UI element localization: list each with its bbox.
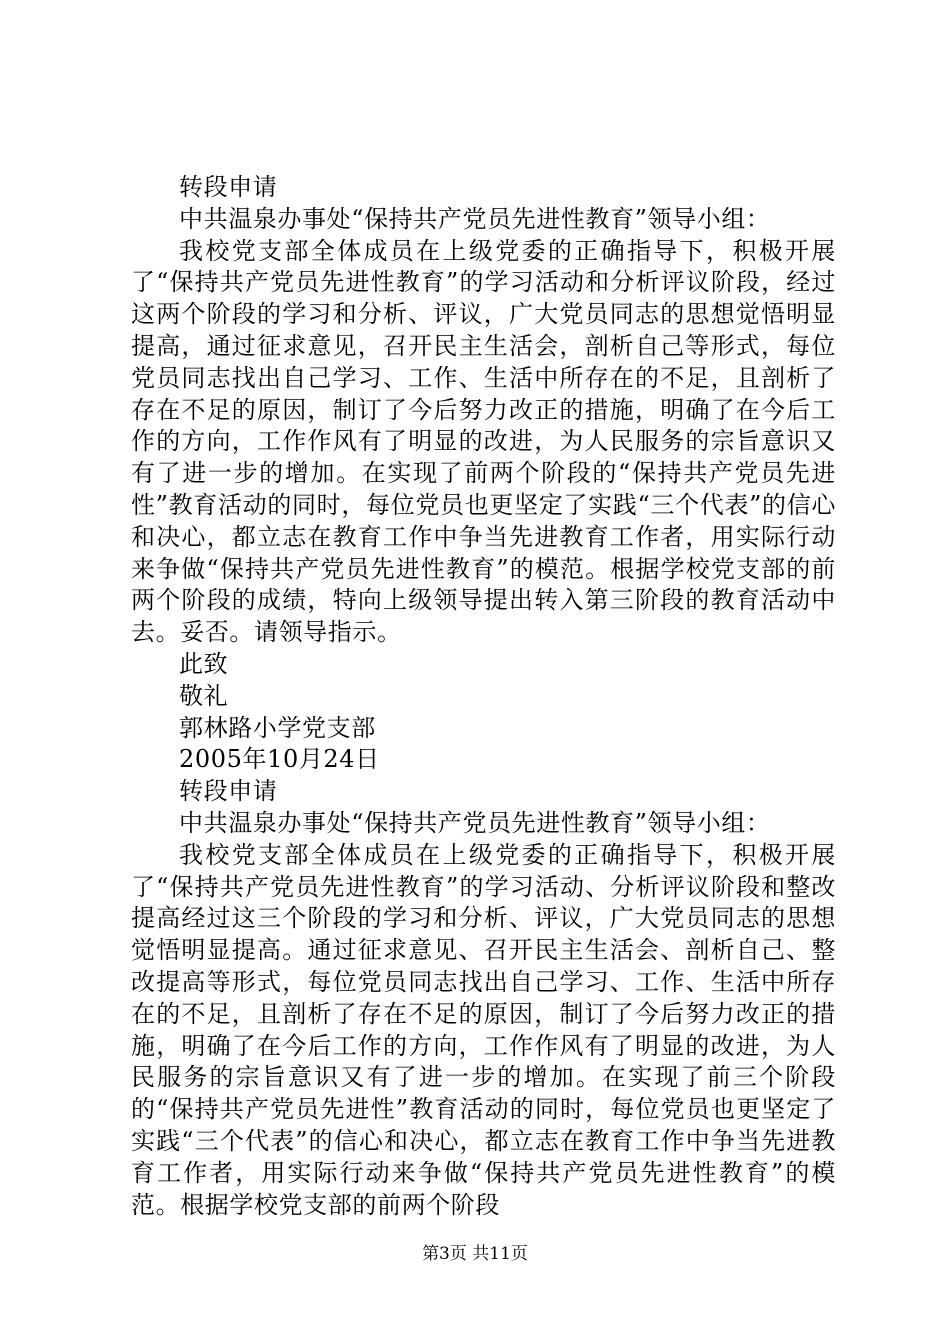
document-body — [131, 172, 836, 1221]
page-number-footer: 第3页 共11页 — [422, 1244, 528, 1264]
section1-signature: 郭林路小学党支部 — [179, 713, 376, 742]
section1-title: 转段申请 — [179, 173, 278, 201]
section1-closing-jingli: 敬礼 — [179, 681, 229, 710]
section2-salutation: 中共温泉办事处“保持共产党员先进性教育”领导小组： — [179, 808, 771, 837]
section2-title: 转段申请 — [179, 777, 278, 806]
section1-date: 2005年10月24日 — [179, 745, 380, 774]
section1-body: 我校党支部全体成员在上级党委的正确指导下，积极开展了“保持共产党员先进性教育”的学习活动和分析评议阶段，经过这两个阶段的学习和分析、评议，广大党员同志的思想觉悟明显提高，通过征求意见，召开民主生活会，剖析自己等形式，每位党员同志找出自己学习、工作、生活中所存在的不足，且剖析了存在不足的原因，制订了今后努力改正的措施，明确了在今后工作的方向，工作作风有了明显的改进，为人民服务的宗旨意识又有了进一步的增加。在实现了前两个阶段的“保持共产党员先进性”教育活动的同时，每位党员也更坚定了实践“三个代表”的信心和决心，都立志在教育工作中争当先进教育工作者，用实际行动来争做“保持共产党员先进性教育”的模范。根据学校党支部的前两个阶段的成绩，特向上级领导提出转入第三阶段的教育活动中去。妥否。请领导指示。 — [131, 236, 836, 647]
section1-closing-cizhi: 此致 — [179, 649, 229, 678]
section1-salutation: 中共温泉办事处“保持共产党员先进性教育”领导小组： — [179, 204, 771, 233]
section2-body: 我校党支部全体成员在上级党委的正确指导下，积极开展了“保持共产党员先进性教育”的学习活动、分析评议阶段和整改提高经过这三个阶段的学习和分析、评议，广大党员同志的思想觉悟明显提高。通过征求意见、召开民主生活会、剖析自己、整改提高等形式，每位党员同志找出自己学习、工作、生活中所存在的不足，且剖析了存在不足的原因，制订了今后努力改正的措施，明确了在今后工作的方向，工作作风有了明显的改进，为人民服务的宗旨意识又有了进一步的增加。在实现了前三个阶段的“保持共产党员先进性”教育活动的同时，每位党员也更坚定了实践“三个代表”的信心和决心，都立志在教育工作中争当先进教育工作者，用实际行动来争做“保持共产党员先进性教育”的模范。根据学校党支部的前两个阶段 — [131, 840, 836, 1219]
